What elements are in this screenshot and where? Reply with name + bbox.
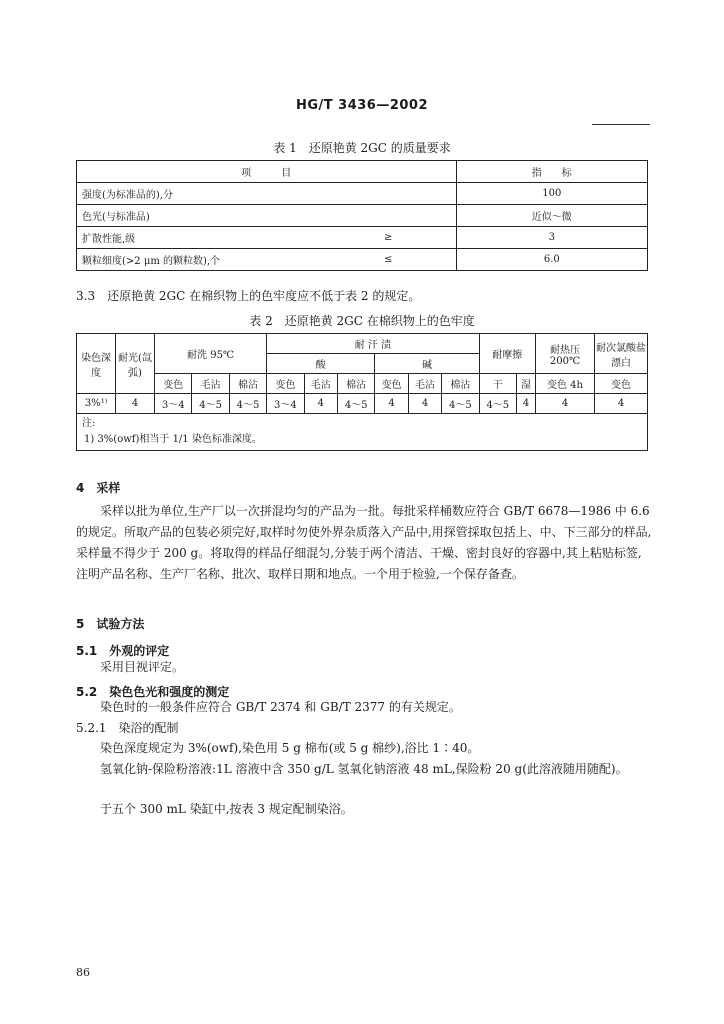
subheader-cell: 变色 4h bbox=[536, 374, 595, 394]
subheader-cell: 毛沾 bbox=[304, 374, 337, 394]
table1-caption: 表 1 还原艳黄 2GC 的质量要求 bbox=[273, 141, 451, 155]
section-5-title: 5 试验方法 bbox=[76, 617, 145, 631]
data-cell: 4 bbox=[517, 394, 536, 414]
data-cell: 4～5 bbox=[229, 394, 266, 414]
section-5-2-1-p1: 染色深度规定为 3%(owf),染色用 5 g 棉布(或 5 g 棉纱),浴比 1∶40。 bbox=[100, 741, 480, 755]
subheader-cell: 变色 bbox=[267, 374, 304, 394]
table-row bbox=[77, 183, 648, 205]
data-cell: 4 bbox=[408, 394, 441, 414]
section-5-2-1-title: 5.2.1 染浴的配制 bbox=[76, 721, 179, 735]
subheader-cell: 毛沾 bbox=[192, 374, 229, 394]
header-light: 耐光(氙弧) bbox=[116, 334, 155, 394]
header-rule bbox=[592, 124, 650, 125]
table-subheader-row bbox=[77, 374, 648, 394]
note-title: 注: bbox=[82, 418, 96, 429]
subheader-cell: 毛沾 bbox=[408, 374, 441, 394]
row-value: 100 bbox=[456, 183, 647, 205]
table2-caption: 表 2 还原艳黄 2GC 在棉织物上的色牢度 bbox=[249, 314, 475, 328]
header-acid: 酸 bbox=[267, 354, 375, 374]
table-header-row bbox=[77, 334, 648, 354]
data-cell: 4 bbox=[116, 394, 155, 414]
table-row bbox=[77, 249, 648, 271]
data-cell: 3～4 bbox=[155, 394, 192, 414]
row-value: 3 bbox=[456, 227, 647, 249]
section-5-2-1-p3: 于五个 300 mL 染缸中,按表 3 规定配制染浴。 bbox=[100, 802, 353, 816]
table-note-row bbox=[77, 414, 648, 451]
data-cell: 4～5 bbox=[442, 394, 479, 414]
row-operator: ≤ bbox=[321, 249, 456, 271]
subheader-cell: 棉沾 bbox=[337, 374, 374, 394]
subheader-cell: 干 bbox=[479, 374, 516, 394]
subheader-cell: 湿 bbox=[517, 374, 536, 394]
standard-code: HG/T 3436—2002 bbox=[295, 98, 429, 113]
section-4-title: 4 采样 bbox=[76, 481, 121, 495]
header-alkali: 碱 bbox=[375, 354, 479, 374]
row-item: 强度(为标准品的),分 bbox=[77, 183, 457, 205]
header-item: 项 目 bbox=[77, 161, 457, 183]
data-cell: 4 bbox=[595, 394, 648, 414]
section-4-text: 采样以批为单位,生产厂以一次拼混均匀的产品为一批。每批采样桶数应符合 GB/T 6678—1986 中 6.6 的规定。所取产品的包装必须完好,取样时勿使外界杂质落入产品中,用探管採取包括上、中、下三部分的样品,采样量不得少于 200 g。将取得的样品仔细混匀,分装于两个清洁、干燥、密封良好的容器中,其上粘贴标签,注明产品名称、生产厂名称、批次、取样日期和地点。一个用于检验,一个保存备查。 bbox=[76, 504, 652, 581]
subheader-cell: 变色 bbox=[595, 374, 648, 394]
subheader-cell: 变色 bbox=[375, 374, 408, 394]
data-cell: 4～5 bbox=[479, 394, 516, 414]
row-operator: ≥ bbox=[321, 227, 456, 249]
table-row bbox=[77, 227, 648, 249]
row-value: 近似～微 bbox=[456, 205, 647, 227]
data-cell: 4～5 bbox=[337, 394, 374, 414]
header-wash: 耐洗 95℃ bbox=[155, 334, 267, 374]
page-number: 86 bbox=[76, 966, 90, 979]
table-row bbox=[77, 205, 648, 227]
section-5-2-text: 染色时的一般条件应符合 GB/T 2374 和 GB/T 2377 的有关规定。 bbox=[100, 700, 461, 714]
table-row bbox=[77, 394, 648, 414]
header-heat: 耐热压 200℃ bbox=[536, 334, 595, 374]
quality-requirements-table bbox=[76, 160, 648, 271]
section-5-1-text: 采用目视评定。 bbox=[100, 660, 185, 674]
color-fastness-table bbox=[76, 333, 648, 451]
section-3-3: 3.3 还原艳黄 2GC 在棉织物上的色牢度应不低于表 2 的规定。 bbox=[76, 289, 421, 303]
header-sweat: 耐 汗 渍 bbox=[267, 334, 479, 354]
data-cell: 4～5 bbox=[192, 394, 229, 414]
header-index: 指 标 bbox=[456, 161, 647, 183]
section-5-2-1-p2: 氢氧化钠-保险粉溶液:1L 溶液中含 350 g/L 氢氧化钠溶液 48 mL,保险粉 20 g(此溶液随用随配)。 bbox=[100, 762, 628, 776]
section-5-1-title: 5.1 外观的评定 bbox=[76, 644, 170, 658]
note-text: 1) 3%(owf)相当于 1/1 染色标准深度。 bbox=[84, 434, 262, 445]
data-cell: 3%¹⁾ bbox=[77, 394, 116, 414]
header-rub: 耐摩擦 bbox=[479, 334, 535, 374]
subheader-cell: 棉沾 bbox=[229, 374, 266, 394]
row-item: 颗粒细度(>2 μm 的颗粒数),个 bbox=[77, 249, 321, 271]
data-cell: 4 bbox=[536, 394, 595, 414]
row-item: 扩散性能,级 bbox=[77, 227, 321, 249]
data-cell: 4 bbox=[375, 394, 408, 414]
section-5-2-title: 5.2 染色色光和强度的测定 bbox=[76, 685, 230, 699]
header-bleach: 耐次氯酸盐漂白 bbox=[595, 334, 648, 374]
header-depth: 染色深度 bbox=[77, 334, 116, 394]
data-cell: 3～4 bbox=[267, 394, 304, 414]
subheader-cell: 棉沾 bbox=[442, 374, 479, 394]
subheader-cell: 变色 bbox=[155, 374, 192, 394]
data-cell: 4 bbox=[304, 394, 337, 414]
table-header-row bbox=[77, 161, 648, 183]
row-value: 6.0 bbox=[456, 249, 647, 271]
row-item: 色光(与标准品) bbox=[77, 205, 457, 227]
table-note bbox=[77, 414, 648, 451]
